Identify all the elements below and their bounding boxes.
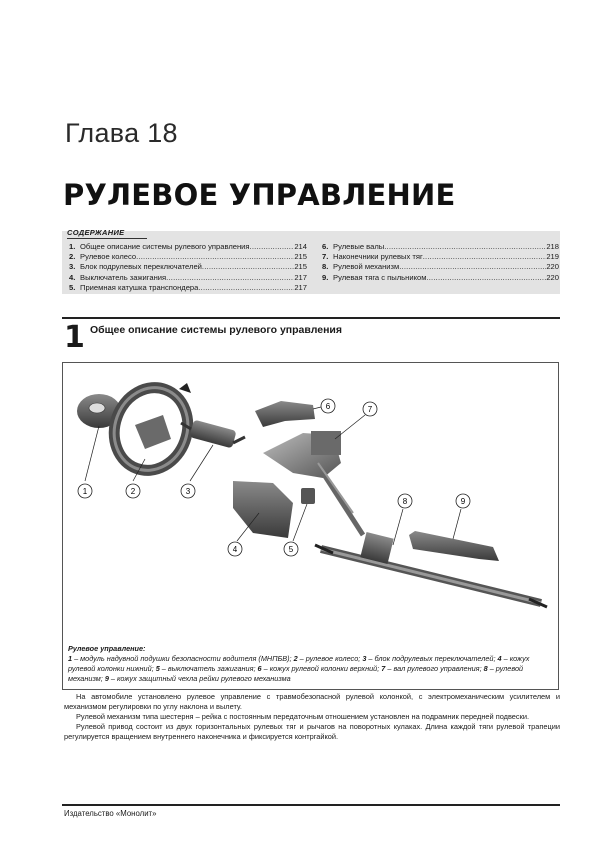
toc-entry[interactable]: 1. Общее описание системы рулевого управления ..... 214 xyxy=(69,242,307,252)
callout-4: 4 xyxy=(232,545,238,554)
steering-system-figure xyxy=(62,362,559,690)
chapter-title: РУЛЕВОЕ УПРАВЛЕНИЕ xyxy=(63,178,456,212)
caption-body: 1 – модуль надувной подушки безопасности водителя (МНПБВ); 2 – рулевое колесо; 3 – блок подрулевых переключателей; 4 – кожух рулевой колонки нижний; 5 – выключатель зажигания; 6 – кожух рулевой колонки верхний; 7 – вал рулевого управления; 8 – рулевой механизм; 9 – кожух защитный чехла рейки рулевого механизма xyxy=(68,654,530,683)
toc-entry[interactable]: 6. Рулевые валы ..... 218 xyxy=(322,242,559,252)
footer-rule xyxy=(62,804,560,806)
lower-column-cover xyxy=(233,481,293,538)
figure-caption xyxy=(68,644,558,684)
body-paragraph: Рулевой привод состоит из двух горизонтальных рулевых тяг и рычагов на поворотных кулаках. Длина каждой тяги рулевой трапеции регулируется вращением внутреннего наконечника и фиксируется контргайкой. xyxy=(64,722,560,741)
body-text xyxy=(64,692,560,742)
callout-9: 9 xyxy=(460,497,466,506)
toc-entry[interactable]: 9. Рулевая тяга с пыльником ..... 220 xyxy=(322,273,559,283)
chapter-label: Глава 18 xyxy=(65,118,178,148)
callout-7: 7 xyxy=(367,405,373,414)
body-paragraph: Рулевой механизм типа шестерня – рейка с постоянным передаточным отношением установлен на подрамник передней подвески. xyxy=(76,712,530,721)
section-rule xyxy=(62,317,560,319)
caption-title: Рулевое управление: xyxy=(68,644,146,653)
section-number: 1 xyxy=(64,320,85,355)
callout-3: 3 xyxy=(185,487,191,496)
callout-2: 2 xyxy=(130,487,136,496)
callout-5: 5 xyxy=(288,545,294,554)
section-title: Общее описание системы рулевого управления xyxy=(90,324,342,336)
callout-1: 1 xyxy=(82,487,88,496)
upper-column-cover xyxy=(255,401,315,427)
steering-wheel xyxy=(103,377,199,481)
toc-entry[interactable]: 4. Выключатель зажигания ..... 217 xyxy=(69,273,307,283)
steering-illustration xyxy=(63,363,560,691)
toc-column-left xyxy=(69,242,307,293)
toc-entry[interactable]: 5. Приемная катушка транспондера ..... 217 xyxy=(69,283,307,293)
toc-column-right xyxy=(322,242,559,283)
toc-entry[interactable]: 3. Блок подрулевых переключателей ..... 215 xyxy=(69,262,307,272)
toc-entry[interactable]: 2. Рулевое колесо ..... 215 xyxy=(69,252,307,262)
body-paragraph: На автомобиле установлено рулевое управление с травмобезопасной рулевой колонкой, с электромеханическим усилителем и механизмом регулировки по углу наклона и вылету. xyxy=(64,692,560,711)
toc-heading: СОДЕРЖАНИЕ xyxy=(67,228,147,239)
toc-entry[interactable]: 7. Наконечники рулевых тяг ..... 219 xyxy=(322,252,559,262)
toc-entry[interactable]: 8. Рулевой механизм ..... 220 xyxy=(322,262,559,272)
callout-6: 6 xyxy=(325,402,331,411)
ignition-switch xyxy=(301,488,315,504)
callout-8: 8 xyxy=(402,497,408,506)
publisher-footer: Издательство «Монолит» xyxy=(64,809,157,818)
